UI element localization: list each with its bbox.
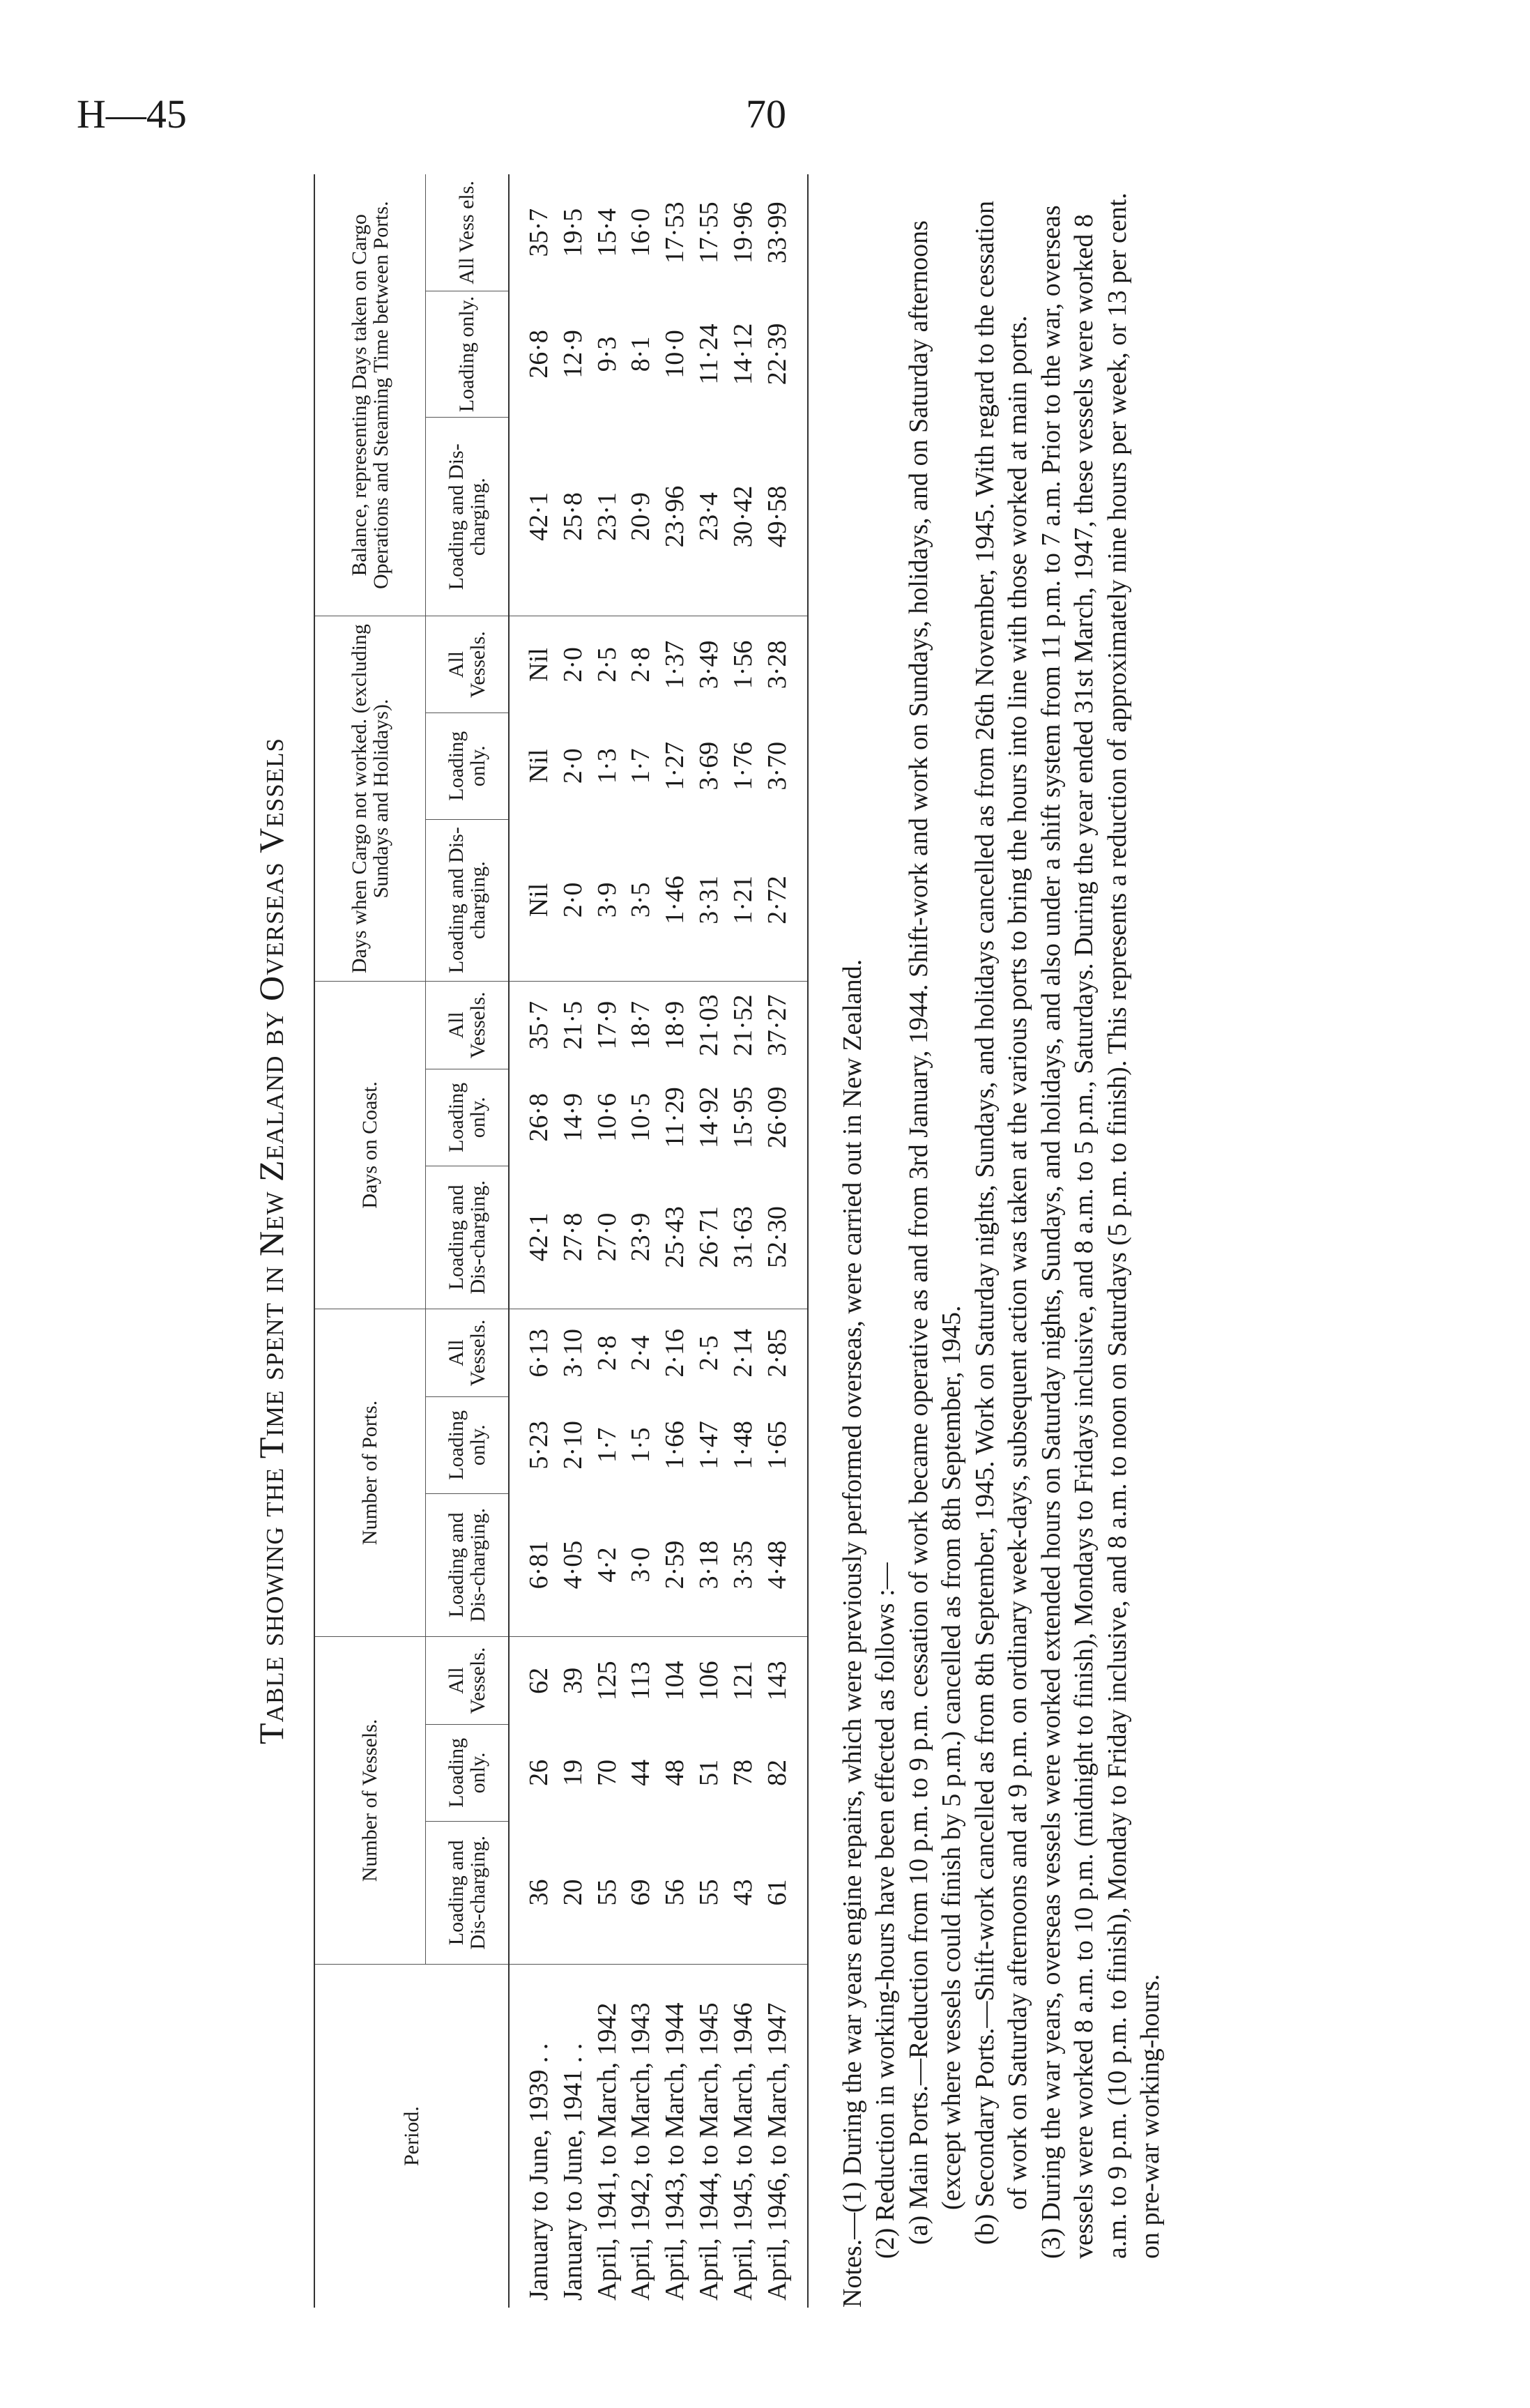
note-2: (2) Reduction in working-hours have been effected as follows :— xyxy=(871,1562,901,2259)
value-cell: 27·8 xyxy=(556,1166,590,1309)
value-cell: 26·8 xyxy=(524,330,553,379)
page-code: H—45 xyxy=(77,91,187,137)
value-cell: 104 xyxy=(660,1661,690,1701)
period-cell: April, 1946, to March, 1947 xyxy=(762,2002,792,2301)
group-header-days-not-worked: Days when Cargo not worked. (excluding Sundays and Holidays). xyxy=(314,616,426,981)
period-cell: April, 1943, to March, 1944 xyxy=(660,2002,690,2301)
value-cell: 61 xyxy=(760,1821,808,1964)
value-cell: 17·9 xyxy=(592,1000,622,1050)
value-cell: 70 xyxy=(592,1759,622,1786)
value-cell: 55 xyxy=(590,1821,625,1964)
value-cell: 2·14 xyxy=(728,1328,758,1378)
value-cell: Nil xyxy=(524,648,553,682)
sub-header: Loading only. xyxy=(426,291,510,417)
value-cell: 42·1 xyxy=(509,1166,556,1309)
sub-header: Loading and Dis-charging. xyxy=(426,819,510,981)
value-cell: 44 xyxy=(626,1759,656,1786)
value-cell: 35·7 xyxy=(524,1000,553,1050)
vessels-table xyxy=(314,174,809,2308)
value-cell: 6·13 xyxy=(524,1328,553,1378)
table-row xyxy=(760,174,808,2308)
table-row xyxy=(509,174,556,2308)
value-cell: 20 xyxy=(556,1821,590,1964)
value-cell: 10·6 xyxy=(592,1092,622,1142)
value-cell: 143 xyxy=(762,1661,792,1701)
value-cell: 5·23 xyxy=(524,1421,553,1470)
value-cell: 2·10 xyxy=(558,1421,588,1470)
value-cell: 21·5 xyxy=(558,1000,588,1050)
value-cell: 4·2 xyxy=(590,1493,625,1636)
value-cell: 69 xyxy=(624,1821,658,1964)
value-cell: 56 xyxy=(658,1821,692,1964)
value-cell: 25·8 xyxy=(556,418,590,616)
note-3: (3) During the war years, overseas vessels were worked extended hours on Saturday nights, Sundays, and holidays, and also under a shift system from 11 p.m. to 7 a.m. Prior to the war, overseas vessels were worked 8 a.m. to 10 p.m. (midnight to finish), Mondays to Fridays inclusive, and 8 a.m. to 5 p.m., Saturdays. During the year ended 31st March, 1947, these vessels were worked 8 a.m. to 9 p.m. (10 p.m. to finish), Monday to Friday inclusive, and 8 a.m. to noon on Saturdays (5 p.m. to finish). This represents a reduction of approximately nine hours per week, or 13 per cent. on pre-war working-hours. xyxy=(1036,192,1165,2259)
value-cell: 26·71 xyxy=(692,1166,726,1309)
value-cell: 3·70 xyxy=(762,741,792,791)
value-cell: 33·99 xyxy=(762,201,792,264)
value-cell: 3·9 xyxy=(590,819,625,981)
sub-header: Loading and Dis-charging. xyxy=(426,1166,510,1309)
value-cell: 3·0 xyxy=(624,1493,658,1636)
value-cell: 1·7 xyxy=(592,1427,622,1463)
value-cell: 31·63 xyxy=(726,1166,760,1309)
value-cell: 30·42 xyxy=(726,418,760,616)
table-row xyxy=(624,174,658,2308)
table-row xyxy=(726,174,760,2308)
value-cell: 27·0 xyxy=(590,1166,625,1309)
period-header: Period. xyxy=(314,1965,509,2308)
value-cell: 2·4 xyxy=(626,1335,656,1371)
value-cell: 15·95 xyxy=(728,1086,758,1149)
period-cell: April, 1942, to March, 1943 xyxy=(626,2002,656,2301)
value-cell: 1·66 xyxy=(660,1421,690,1470)
value-cell: 1·47 xyxy=(694,1421,724,1470)
value-cell: 1·21 xyxy=(726,819,760,981)
value-cell: 19·5 xyxy=(558,208,588,257)
sub-header: All Vess els. xyxy=(426,174,510,291)
value-cell: 1·76 xyxy=(728,741,758,791)
sub-header: Loading only. xyxy=(426,1069,510,1166)
group-header-days-coast: Days on Coast. xyxy=(314,981,426,1309)
value-cell: 8·1 xyxy=(626,336,656,372)
sub-header: Loading only. xyxy=(426,713,510,819)
table-row xyxy=(692,174,726,2308)
value-cell: 39 xyxy=(558,1667,588,1694)
sub-header: Loading only. xyxy=(426,1725,510,1821)
value-cell: 125 xyxy=(592,1661,622,1701)
value-cell: 4·48 xyxy=(760,1493,808,1636)
sub-header: All Vessels. xyxy=(426,1636,510,1724)
value-cell: 14·12 xyxy=(728,323,758,386)
value-cell: 15·4 xyxy=(592,208,622,257)
value-cell: 2·85 xyxy=(762,1328,792,1378)
sub-header: Loading and Dis-charging. xyxy=(426,418,510,616)
value-cell: 1·3 xyxy=(592,748,622,784)
value-cell: 36 xyxy=(509,1821,556,1964)
value-cell: Nil xyxy=(524,749,553,784)
value-cell: 106 xyxy=(694,1661,724,1701)
table-row xyxy=(658,174,692,2308)
sub-header: Loading only. xyxy=(426,1397,510,1493)
value-cell: 1·27 xyxy=(660,741,690,791)
value-cell: 26 xyxy=(524,1759,553,1786)
notes xyxy=(836,174,1168,2308)
value-cell: 49·58 xyxy=(760,418,808,616)
value-cell: 3·35 xyxy=(726,1493,760,1636)
value-cell: 1·7 xyxy=(626,748,656,784)
value-cell: 51 xyxy=(694,1759,724,1786)
value-cell: 23·1 xyxy=(590,418,625,616)
value-cell: 2·5 xyxy=(694,1335,724,1371)
table-row xyxy=(556,174,590,2308)
value-cell: 14·9 xyxy=(558,1092,588,1142)
value-cell: 1·48 xyxy=(728,1421,758,1470)
value-cell: 6·81 xyxy=(509,1493,556,1636)
value-cell: 1·56 xyxy=(728,640,758,689)
rotated-page-content xyxy=(251,174,1352,2308)
value-cell: 25·43 xyxy=(658,1166,692,1309)
value-cell: 18·7 xyxy=(626,1000,656,1050)
value-cell: Nil xyxy=(509,819,556,981)
value-cell: 12·9 xyxy=(558,330,588,379)
sub-header: All Vessels. xyxy=(426,616,510,713)
value-cell: 3·28 xyxy=(762,640,792,689)
period-cell: April, 1945, to March, 1946 xyxy=(728,2002,758,2301)
value-cell: 21·52 xyxy=(728,994,758,1056)
value-cell: 3·31 xyxy=(692,819,726,981)
value-cell: 23·4 xyxy=(692,418,726,616)
period-cell: April, 1944, to March, 1945 xyxy=(694,2002,724,2301)
sub-header: All Vessels. xyxy=(426,981,510,1069)
value-cell: 2·5 xyxy=(592,647,622,683)
value-cell: 23·9 xyxy=(624,1166,658,1309)
sub-header: All Vessels. xyxy=(426,1309,510,1396)
value-cell: 3·69 xyxy=(694,741,724,791)
group-header-ports: Number of Ports. xyxy=(314,1309,426,1636)
value-cell: 3·18 xyxy=(692,1493,726,1636)
value-cell: 78 xyxy=(728,1759,758,1786)
value-cell: 52·30 xyxy=(760,1166,808,1309)
value-cell: 2·0 xyxy=(558,748,588,784)
value-cell: 11·24 xyxy=(694,323,724,385)
value-cell: 20·9 xyxy=(624,418,658,616)
value-cell: 2·0 xyxy=(556,819,590,981)
value-cell: 2·8 xyxy=(592,1335,622,1371)
value-cell: 43 xyxy=(726,1821,760,1964)
group-header-balance: Balance, representing Days taken on Cargo Operations and Steaming Time between Ports. xyxy=(314,174,426,616)
value-cell: 1·65 xyxy=(762,1421,792,1470)
table-title: Table showing the Time spent in New Zealand by Overseas Vessels xyxy=(252,738,291,1744)
value-cell: 2·16 xyxy=(660,1328,690,1378)
value-cell: 3·5 xyxy=(624,819,658,981)
sub-header: Loading and Dis-charging. xyxy=(426,1821,510,1964)
value-cell: 37·27 xyxy=(762,994,792,1056)
value-cell: 2·59 xyxy=(658,1493,692,1636)
value-cell: 2·72 xyxy=(760,819,808,981)
value-cell: 1·37 xyxy=(660,640,690,689)
value-cell: 26·8 xyxy=(524,1092,553,1142)
value-cell: 2·0 xyxy=(558,647,588,683)
value-cell: 1·46 xyxy=(658,819,692,981)
value-cell: 2·8 xyxy=(626,647,656,683)
value-cell: 14·92 xyxy=(694,1086,724,1149)
value-cell: 4·05 xyxy=(556,1493,590,1636)
value-cell: 21·03 xyxy=(694,994,724,1056)
value-cell: 9·3 xyxy=(592,336,622,372)
value-cell: 10·0 xyxy=(660,330,690,379)
period-cell: January to June, 1941 . . xyxy=(558,2043,588,2301)
value-cell: 17·53 xyxy=(660,201,690,264)
value-cell: 113 xyxy=(626,1661,656,1700)
page-number: 70 xyxy=(746,91,786,137)
value-cell: 26·09 xyxy=(762,1086,792,1149)
value-cell: 11·29 xyxy=(660,1087,690,1148)
value-cell: 17·55 xyxy=(694,201,724,264)
value-cell: 16·0 xyxy=(626,208,656,257)
note-2a: (a) Main Ports.—Reduction from 10 p.m. to 9 p.m. cessation of work became operative as and from 3rd January, 1944. Shift-work and work on Sundays, holidays, and on Saturday afternoons (except where vessels could finish by 5 p.m.) cancelled as from 8th September, 1945. xyxy=(903,220,967,2245)
value-cell: 48 xyxy=(660,1759,690,1786)
value-cell: 82 xyxy=(762,1759,792,1786)
value-cell: 19 xyxy=(558,1759,588,1786)
value-cell: 3·49 xyxy=(694,640,724,689)
value-cell: 19·96 xyxy=(728,201,758,264)
value-cell: 42·1 xyxy=(509,418,556,616)
value-cell: 18·9 xyxy=(660,1000,690,1050)
group-header-vessels: Number of Vessels. xyxy=(314,1636,426,1964)
value-cell: 1·5 xyxy=(626,1427,656,1463)
note-2b: (b) Secondary Ports.—Shift-work cancelled as from 8th September, 1945. Work on Saturday nights, Sundays, and holidays cancelled as from 26th November, 1945. With regard to the cessation of work on Saturday afternoons and at 9 p.m. on ordinary week-days, subsequent action was taken at the various ports to bring the hours into line with those worked at main ports. xyxy=(970,200,1033,2245)
note-1: Notes.—(1) During the war years engine repairs, which were previously performed overseas, were carried out in New Zealand. xyxy=(837,959,867,2308)
value-cell: 121 xyxy=(728,1661,758,1701)
value-cell: 55 xyxy=(692,1821,726,1964)
value-cell: 23·96 xyxy=(658,418,692,616)
value-cell: 22·39 xyxy=(762,323,792,386)
table-row xyxy=(590,174,625,2308)
value-cell: 10·5 xyxy=(626,1092,656,1142)
period-cell: January to June, 1939 . . xyxy=(524,2043,553,2301)
sub-header: Loading and Dis-charging. xyxy=(426,1493,510,1636)
value-cell: 62 xyxy=(524,1667,553,1694)
value-cell: 35·7 xyxy=(524,208,553,257)
period-cell: April, 1941, to March, 1942 xyxy=(592,2002,622,2301)
value-cell: 3·10 xyxy=(558,1328,588,1378)
